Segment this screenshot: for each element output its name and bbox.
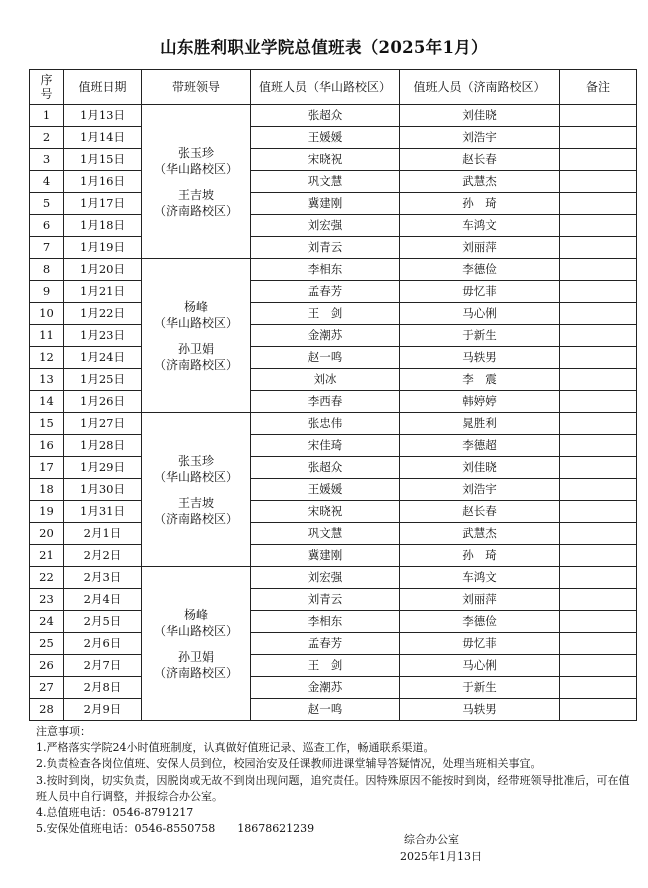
cell-jinan: 孙 琦 (400, 545, 560, 567)
table-row (30, 193, 637, 215)
leader-1-campus: （华山路校区） (153, 315, 238, 330)
table-row (30, 237, 637, 259)
signature-block (400, 832, 520, 865)
cell-date: 1月20日 (64, 259, 142, 281)
cell-date: 1月16日 (64, 171, 142, 193)
cell-date: 1月26日 (64, 391, 142, 413)
cell-jinan: 马心俐 (400, 303, 560, 325)
cell-remark (560, 259, 637, 281)
header-remark: 备注 (560, 70, 637, 105)
cell-huashan: 赵一鸣 (251, 347, 400, 369)
cell-jinan: 刘佳晓 (400, 457, 560, 479)
cell-date: 2月1日 (64, 523, 142, 545)
table-row (30, 457, 637, 479)
cell-jinan: 毋忆菲 (400, 633, 560, 655)
cell-remark (560, 105, 637, 127)
cell-no: 2 (30, 127, 64, 149)
cell-date: 2月6日 (64, 633, 142, 655)
cell-jinan: 李德俭 (400, 611, 560, 633)
cell-date: 1月17日 (64, 193, 142, 215)
table-row (30, 369, 637, 391)
duty-table (29, 69, 637, 721)
cell-no: 21 (30, 545, 64, 567)
cell-no: 20 (30, 523, 64, 545)
cell-remark (560, 171, 637, 193)
cell-jinan: 刘浩宇 (400, 127, 560, 149)
cell-no: 9 (30, 281, 64, 303)
header-leader: 带班领导 (142, 70, 251, 105)
cell-no: 15 (30, 413, 64, 435)
leader-2-name: 孙卫娟 (177, 341, 214, 356)
cell-huashan: 宋晓祝 (251, 501, 400, 523)
cell-jinan: 马轶男 (400, 347, 560, 369)
cell-date: 1月19日 (64, 237, 142, 259)
cell-leader (142, 105, 251, 259)
cell-huashan: 刘冰 (251, 369, 400, 391)
table-row (30, 149, 637, 171)
cell-remark (560, 655, 637, 677)
leader-1-campus: （华山路校区） (153, 161, 238, 176)
cell-remark (560, 611, 637, 633)
cell-jinan: 于新生 (400, 325, 560, 347)
cell-jinan: 马轶男 (400, 699, 560, 721)
cell-huashan: 刘宏强 (251, 215, 400, 237)
cell-leader (142, 259, 251, 413)
cell-date: 1月15日 (64, 149, 142, 171)
cell-jinan: 武慧杰 (400, 523, 560, 545)
cell-huashan: 巩文慧 (251, 523, 400, 545)
cell-jinan: 刘丽萍 (400, 589, 560, 611)
signature-office: 综合办公室 (404, 833, 459, 846)
cell-jinan: 马心俐 (400, 655, 560, 677)
cell-date: 2月9日 (64, 699, 142, 721)
header-huashan: 值班人员（华山路校区） (251, 70, 400, 105)
cell-huashan: 赵一鸣 (251, 699, 400, 721)
cell-remark (560, 369, 637, 391)
note-item: 4.总值班电话：0546-8791217 (36, 806, 194, 820)
table-row (30, 105, 637, 127)
cell-jinan: 车鸿文 (400, 567, 560, 589)
leader-2-campus: （济南路校区） (153, 511, 238, 526)
cell-huashan: 金潮苏 (251, 325, 400, 347)
cell-no: 4 (30, 171, 64, 193)
notes-section (36, 724, 636, 837)
cell-date: 1月30日 (64, 479, 142, 501)
cell-no: 7 (30, 237, 64, 259)
note-item: 2.负责检查各岗位值班、安保人员到位，校园治安及任课教师进课堂辅导答疑情况，处理当班相关事宜。 (36, 757, 542, 771)
cell-no: 8 (30, 259, 64, 281)
cell-remark (560, 237, 637, 259)
cell-date: 1月28日 (64, 435, 142, 457)
leader-1-name: 杨峰 (183, 607, 208, 622)
cell-huashan: 宋佳琦 (251, 435, 400, 457)
cell-remark (560, 567, 637, 589)
cell-leader (142, 413, 251, 567)
cell-remark (560, 677, 637, 699)
cell-remark (560, 215, 637, 237)
cell-remark (560, 699, 637, 721)
table-row (30, 391, 637, 413)
cell-no: 18 (30, 479, 64, 501)
table-row (30, 435, 637, 457)
cell-no: 10 (30, 303, 64, 325)
cell-date: 1月24日 (64, 347, 142, 369)
cell-huashan: 宋晓祝 (251, 149, 400, 171)
table-row (30, 699, 637, 721)
leader-2-campus: （济南路校区） (153, 665, 238, 680)
cell-date: 1月23日 (64, 325, 142, 347)
cell-remark (560, 347, 637, 369)
cell-date: 2月4日 (64, 589, 142, 611)
note-item: 3.按时到岗，切实负责，因脱岗或无故不到岗出现问题，追究责任。因特殊原因不能按时到岗，经带班领导批准后，可在值班人员中自行调整，并报综合办公室。 (36, 773, 630, 803)
cell-jinan: 孙 琦 (400, 193, 560, 215)
cell-huashan: 张忠伟 (251, 413, 400, 435)
cell-no: 25 (30, 633, 64, 655)
cell-date: 1月22日 (64, 303, 142, 325)
cell-huashan: 刘青云 (251, 237, 400, 259)
header-jinan: 值班人员（济南路校区） (400, 70, 560, 105)
cell-huashan: 冀建刚 (251, 193, 400, 215)
table-header-row (30, 70, 637, 105)
cell-date: 2月8日 (64, 677, 142, 699)
cell-huashan: 王 剑 (251, 655, 400, 677)
leader-2-name: 王吉坡 (177, 495, 214, 510)
cell-date: 1月27日 (64, 413, 142, 435)
cell-huashan: 刘宏强 (251, 567, 400, 589)
cell-no: 27 (30, 677, 64, 699)
cell-date: 1月13日 (64, 105, 142, 127)
cell-date: 2月3日 (64, 567, 142, 589)
cell-remark (560, 391, 637, 413)
cell-jinan: 毋忆菲 (400, 281, 560, 303)
cell-date: 1月25日 (64, 369, 142, 391)
cell-huashan: 李西春 (251, 391, 400, 413)
cell-huashan: 张超众 (251, 457, 400, 479)
cell-jinan: 刘浩宇 (400, 479, 560, 501)
cell-jinan: 韩婷婷 (400, 391, 560, 413)
table-row (30, 347, 637, 369)
cell-jinan: 李德俭 (400, 259, 560, 281)
cell-date: 1月18日 (64, 215, 142, 237)
cell-remark (560, 303, 637, 325)
cell-huashan: 张超众 (251, 105, 400, 127)
cell-huashan: 孟春芳 (251, 281, 400, 303)
cell-no: 22 (30, 567, 64, 589)
cell-remark (560, 589, 637, 611)
cell-jinan: 赵长春 (400, 149, 560, 171)
leader-spacer (142, 639, 250, 649)
notes-heading: 注意事项： (36, 725, 91, 738)
table-row (30, 325, 637, 347)
table-row (30, 633, 637, 655)
cell-huashan: 王媛媛 (251, 479, 400, 501)
table-row (30, 501, 637, 523)
cell-remark (560, 633, 637, 655)
cell-no: 23 (30, 589, 64, 611)
cell-jinan: 赵长春 (400, 501, 560, 523)
note-item: 1.严格落实学院24小时值班制度，认真做好值班记录、巡查工作，畅通联系渠道。 (36, 741, 435, 755)
table-row (30, 479, 637, 501)
cell-remark (560, 325, 637, 347)
cell-date: 1月21日 (64, 281, 142, 303)
cell-jinan: 刘丽萍 (400, 237, 560, 259)
cell-remark (560, 281, 637, 303)
table-row (30, 611, 637, 633)
cell-jinan: 车鸿文 (400, 215, 560, 237)
leader-2-name: 王吉坡 (177, 187, 214, 202)
signature-date: 2025年1月13日 (400, 849, 482, 863)
leader-1-campus: （华山路校区） (153, 469, 238, 484)
table-row (30, 127, 637, 149)
cell-date: 2月7日 (64, 655, 142, 677)
cell-no: 3 (30, 149, 64, 171)
table-row (30, 523, 637, 545)
cell-no: 16 (30, 435, 64, 457)
cell-date: 1月14日 (64, 127, 142, 149)
cell-date: 1月29日 (64, 457, 142, 479)
cell-huashan: 李相东 (251, 259, 400, 281)
cell-remark (560, 545, 637, 567)
cell-no: 17 (30, 457, 64, 479)
cell-huashan: 金潮苏 (251, 677, 400, 699)
cell-no: 13 (30, 369, 64, 391)
leader-1-name: 张玉珍 (177, 145, 214, 160)
note-item: 5.安保处值班电话：0546-8550758 18678621239 (36, 822, 315, 836)
cell-jinan: 于新生 (400, 677, 560, 699)
cell-huashan: 孟春芳 (251, 633, 400, 655)
leader-1-name: 张玉珍 (177, 453, 214, 468)
table-row (30, 171, 637, 193)
cell-no: 5 (30, 193, 64, 215)
cell-jinan: 李 震 (400, 369, 560, 391)
header-no-text: 序号 (40, 73, 53, 101)
cell-leader (142, 567, 251, 721)
cell-huashan: 刘青云 (251, 589, 400, 611)
leader-1-campus: （华山路校区） (153, 623, 238, 638)
cell-no: 26 (30, 655, 64, 677)
cell-huashan: 李相东 (251, 611, 400, 633)
leader-2-campus: （济南路校区） (153, 203, 238, 218)
cell-no: 6 (30, 215, 64, 237)
table-row (30, 215, 637, 237)
header-date: 值班日期 (64, 70, 142, 105)
cell-huashan: 王 剑 (251, 303, 400, 325)
cell-remark (560, 501, 637, 523)
cell-no: 11 (30, 325, 64, 347)
cell-no: 1 (30, 105, 64, 127)
cell-jinan: 晁胜利 (400, 413, 560, 435)
table-row (30, 413, 637, 435)
cell-no: 28 (30, 699, 64, 721)
header-no (30, 70, 64, 105)
table-row (30, 545, 637, 567)
cell-no: 14 (30, 391, 64, 413)
cell-jinan: 李德超 (400, 435, 560, 457)
table-row (30, 303, 637, 325)
cell-no: 24 (30, 611, 64, 633)
cell-remark (560, 149, 637, 171)
cell-remark (560, 413, 637, 435)
table-row (30, 567, 637, 589)
leader-1-name: 杨峰 (183, 299, 208, 314)
table-row (30, 259, 637, 281)
cell-date: 2月5日 (64, 611, 142, 633)
cell-no: 12 (30, 347, 64, 369)
cell-remark (560, 479, 637, 501)
cell-remark (560, 127, 637, 149)
page-title: 山东胜利职业学院总值班表（2025年1月） (160, 38, 488, 57)
cell-date: 2月2日 (64, 545, 142, 567)
cell-jinan: 刘佳晓 (400, 105, 560, 127)
cell-jinan: 武慧杰 (400, 171, 560, 193)
table-row (30, 655, 637, 677)
leader-spacer (142, 177, 250, 187)
table-row (30, 281, 637, 303)
cell-huashan: 冀建刚 (251, 545, 400, 567)
leader-spacer (142, 331, 250, 341)
table-row (30, 589, 637, 611)
leader-2-campus: （济南路校区） (153, 357, 238, 372)
cell-no: 19 (30, 501, 64, 523)
cell-remark (560, 457, 637, 479)
table-row (30, 677, 637, 699)
leader-spacer (142, 485, 250, 495)
cell-huashan: 巩文慧 (251, 171, 400, 193)
cell-remark (560, 435, 637, 457)
cell-huashan: 王媛媛 (251, 127, 400, 149)
cell-remark (560, 523, 637, 545)
cell-date: 1月31日 (64, 501, 142, 523)
leader-2-name: 孙卫娟 (177, 649, 214, 664)
cell-remark (560, 193, 637, 215)
